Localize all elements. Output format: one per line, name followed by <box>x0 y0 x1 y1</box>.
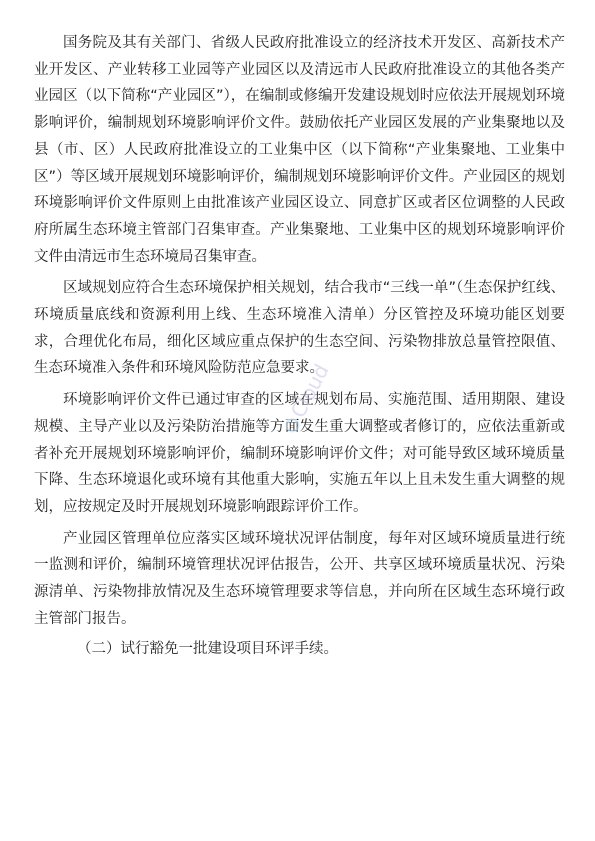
watermark-text: Cloud <box>285 359 334 422</box>
body-paragraph-3: 环境影响评价文件已通过审查的区域在规划布局、实施范围、适用期限、建设规模、主导产业以及污染防治措施等方面发生重大调整或者修订的，应依法重新或者补充开展规划环境影响评价，编制环境影响评价文件；对可能导致区域环境质量下降、生态环境退化或环境有其他重大影响，实施五年以上且未发生重大调整的规划，应按规定及时开展规划环境影响跟踪评价工作。 <box>34 392 565 515</box>
body-paragraph-1: 国务院及其有关部门、省级人民政府批准设立的经济技术开发区、高新技术产业开发区、产业转移工业园等产业园区以及清远市人民政府批准设立的其他各类产业园区（以下简称“产业园区”），在编制或修编开发建设规划时应依法开展规划环境影响评价，编制规划环境影响评价文件。鼓励依托产业园区发展的产业集聚地以及县（市、区）人民政府批准设立的工业集中区（以下简称“产业集聚地、工业集中区”）等区域开展规划环境影响评价，编制规划环境影响评价文件。产业园区的规划环境影响评价文件原则上由批准该产业园区设立、同意扩区或者区位调整的人民政府所属生态环境主管部门召集审查。产业集聚地、工业集中区的规划环境影响评价文件由清远市生态环境局召集审查。 <box>34 35 565 265</box>
body-paragraph-2: 区域规划应符合生态环境保护相关规划，结合我市“三线一单”（生态保护红线、环境质量底线和资源利用上线、生态环境准入清单）分区管控及环境功能区划要求，合理优化布局，细化区域应重点保护的生态空间、污染物排放总量管控限值、生态环境准入条件和环境风险防范应急要求。 <box>34 280 565 377</box>
body-paragraph-4: 产业园区管理单位应落实区域环境状况评估制度，每年对区域环境质量进行统一监测和评价，编制环境管理状况评估报告，公开、共享区域环境质量状况、污染源清单、污染物排放情况及生态环境管理要求等信息，并向所在区域生态环境行政主管部门报告。 <box>34 530 565 627</box>
section-subheading: （二）试行豁免一批建设项目环评手续。 <box>77 641 338 658</box>
